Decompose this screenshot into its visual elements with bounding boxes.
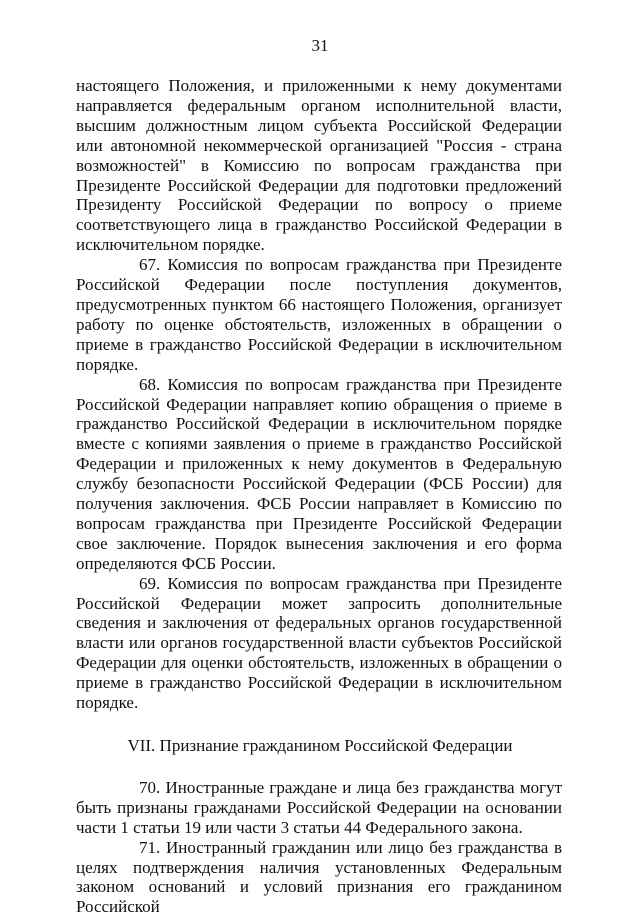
- paragraph-67: 67. Комиссия по вопросам гражданства при Президенте Российской Федерации после поступления документов, предусмотренных пунктом 66 настоящего Положения, организует работу по оценке обстоятельств, изложенных в обращении о приеме в гражданство Российской Федерации в исключительном порядке.: [76, 255, 562, 374]
- paragraph-68: 68. Комиссия по вопросам гражданства при Президенте Российской Федерации направляет копию обращения о приеме в гражданство Российской Федерации в исключительном порядке вместе с копиями заявления о приеме в гражданство Российской Федерации и приложенных к нему документов в Федеральную службу безопасности Российской Федерации (ФСБ России) для получения заключения. ФСБ России направляет в Комиссию по вопросам гражданства при Президенте Российской Федерации свое заключение. Порядок вынесения заключения и его форма определяются ФСБ России.: [76, 374, 562, 573]
- section-heading: VII. Признание гражданином Российской Федерации: [127, 736, 513, 755]
- paragraph-continuation: настоящего Положения, и приложенными к нему документами направляется федеральным органом исполнительной власти, высшим должностным лицом субъекта Российской Федерации или автономной некоммерческой организацией "Россия - страна возможностей" в Комиссию по вопросам гражданства при Президенте Российской Федерации для подготовки предложений Президенту Российской Федерации по вопросу о приеме соответствующего лица в гражданство Российской Федерации в исключительном порядке.: [76, 76, 562, 255]
- paragraph-69: 69. Комиссия по вопросам гражданства при Президенте Российской Федерации может запросить дополнительные сведения и заключения от федеральных органов государственной власти или органов государственной власти субъектов Российской Федерации для оценки обстоятельств, изложенных в обращении о приеме в гражданство Российской Федерации в исключительном порядке.: [76, 573, 562, 713]
- page-number: 31: [311, 36, 329, 55]
- paragraph-70: 70. Иностранные граждане и лица без гражданства могут быть признаны гражданами Российской Федерации на основании части 1 статьи 19 или части 3 статьи 44 Федерального закона.: [76, 777, 562, 837]
- paragraph-71: 71. Иностранный гражданин или лицо без гражданства в целях подтверждения наличия установленных Федеральным законом оснований и условий признания его гражданином Российской: [76, 837, 562, 917]
- document-body: [76, 76, 562, 917]
